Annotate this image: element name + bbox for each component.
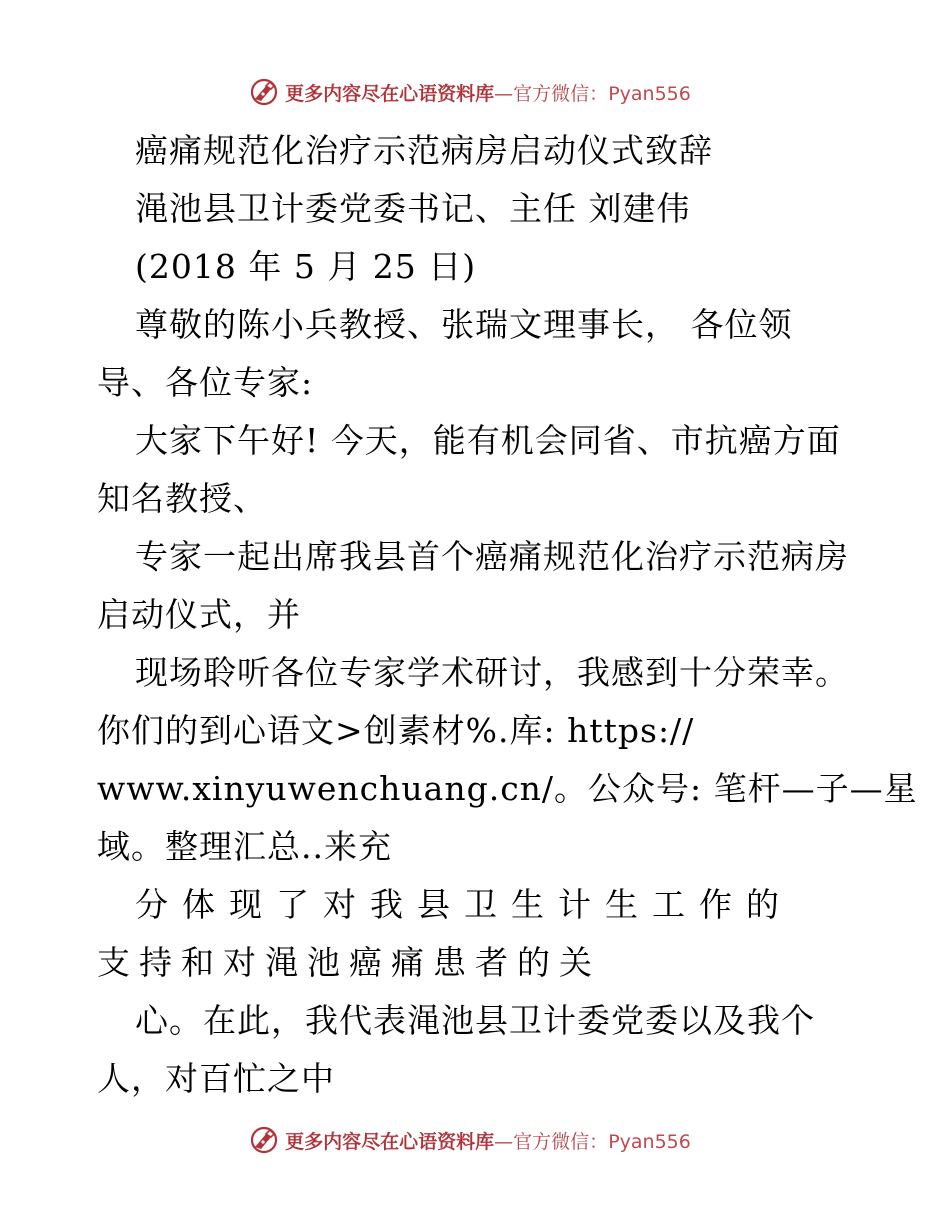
paragraph-line: 域。整理汇总..来充 bbox=[97, 827, 392, 866]
paragraph-line: 心。在此，我代表渑池县卫计委党委以及我个 bbox=[135, 1001, 815, 1040]
paragraph-line: 现场聆听各位专家学术研讨，我感到十分荣幸。 bbox=[135, 653, 849, 692]
footer-watermark-banner bbox=[0, 1120, 950, 1160]
document-body bbox=[97, 122, 918, 1108]
paragraph-line: 支持和对渑池癌痛患者的关 bbox=[97, 943, 601, 982]
pen-nib-logo-icon bbox=[249, 77, 279, 107]
paragraph-line: 人，对百忙之中 bbox=[97, 1059, 335, 1098]
header-watermark-banner bbox=[0, 72, 950, 112]
footer-watermark-content bbox=[249, 1125, 691, 1155]
paragraph-line: 专家一起出席我县首个癌痛规范化治疗示范病房 bbox=[135, 537, 849, 576]
watermark-text bbox=[285, 1127, 691, 1154]
paragraph-line: 你们的到心语文>创素材%.库: https:// bbox=[97, 711, 695, 750]
document-date: (2018 年 5 月 25 日) bbox=[135, 247, 477, 286]
paragraph-line: 知名教授、 bbox=[97, 479, 267, 518]
pen-nib-logo-icon bbox=[249, 1125, 279, 1155]
paragraph-line: 大家下午好! 今天，能有机会同省、市抗癌方面 bbox=[135, 421, 841, 460]
watermark-dash: — bbox=[494, 82, 514, 105]
paragraph-line: 启动仪式，并 bbox=[97, 595, 301, 634]
watermark-wechat-label: 官方微信： bbox=[513, 1130, 609, 1153]
watermark-wechat-id: Pyan556 bbox=[608, 82, 691, 105]
document-title: 癌痛规范化治疗示范病房启动仪式致辞 bbox=[135, 131, 713, 170]
watermark-text bbox=[285, 79, 691, 106]
watermark-wechat-label: 官方微信： bbox=[513, 82, 609, 105]
header-watermark-content bbox=[249, 77, 691, 107]
watermark-wechat-id: Pyan556 bbox=[608, 1130, 691, 1153]
document-author: 渑池县卫计委党委书记、主任 刘建伟 bbox=[135, 189, 691, 228]
watermark-main: 更多内容尽在心语资料库 bbox=[285, 82, 495, 105]
paragraph-line: 尊敬的陈小兵教授、张瑞文理事长， 各位领 bbox=[135, 305, 793, 344]
watermark-main: 更多内容尽在心语资料库 bbox=[285, 1130, 495, 1153]
paragraph-line: 分体现了对我县卫生计生工作的 bbox=[135, 885, 793, 924]
paragraph-line: 导、各位专家: bbox=[97, 363, 314, 402]
watermark-dash: — bbox=[494, 1130, 514, 1153]
paragraph-line: www.xinyuwenchuang.cn/。公众号: 笔杆—子—星 bbox=[97, 769, 918, 808]
